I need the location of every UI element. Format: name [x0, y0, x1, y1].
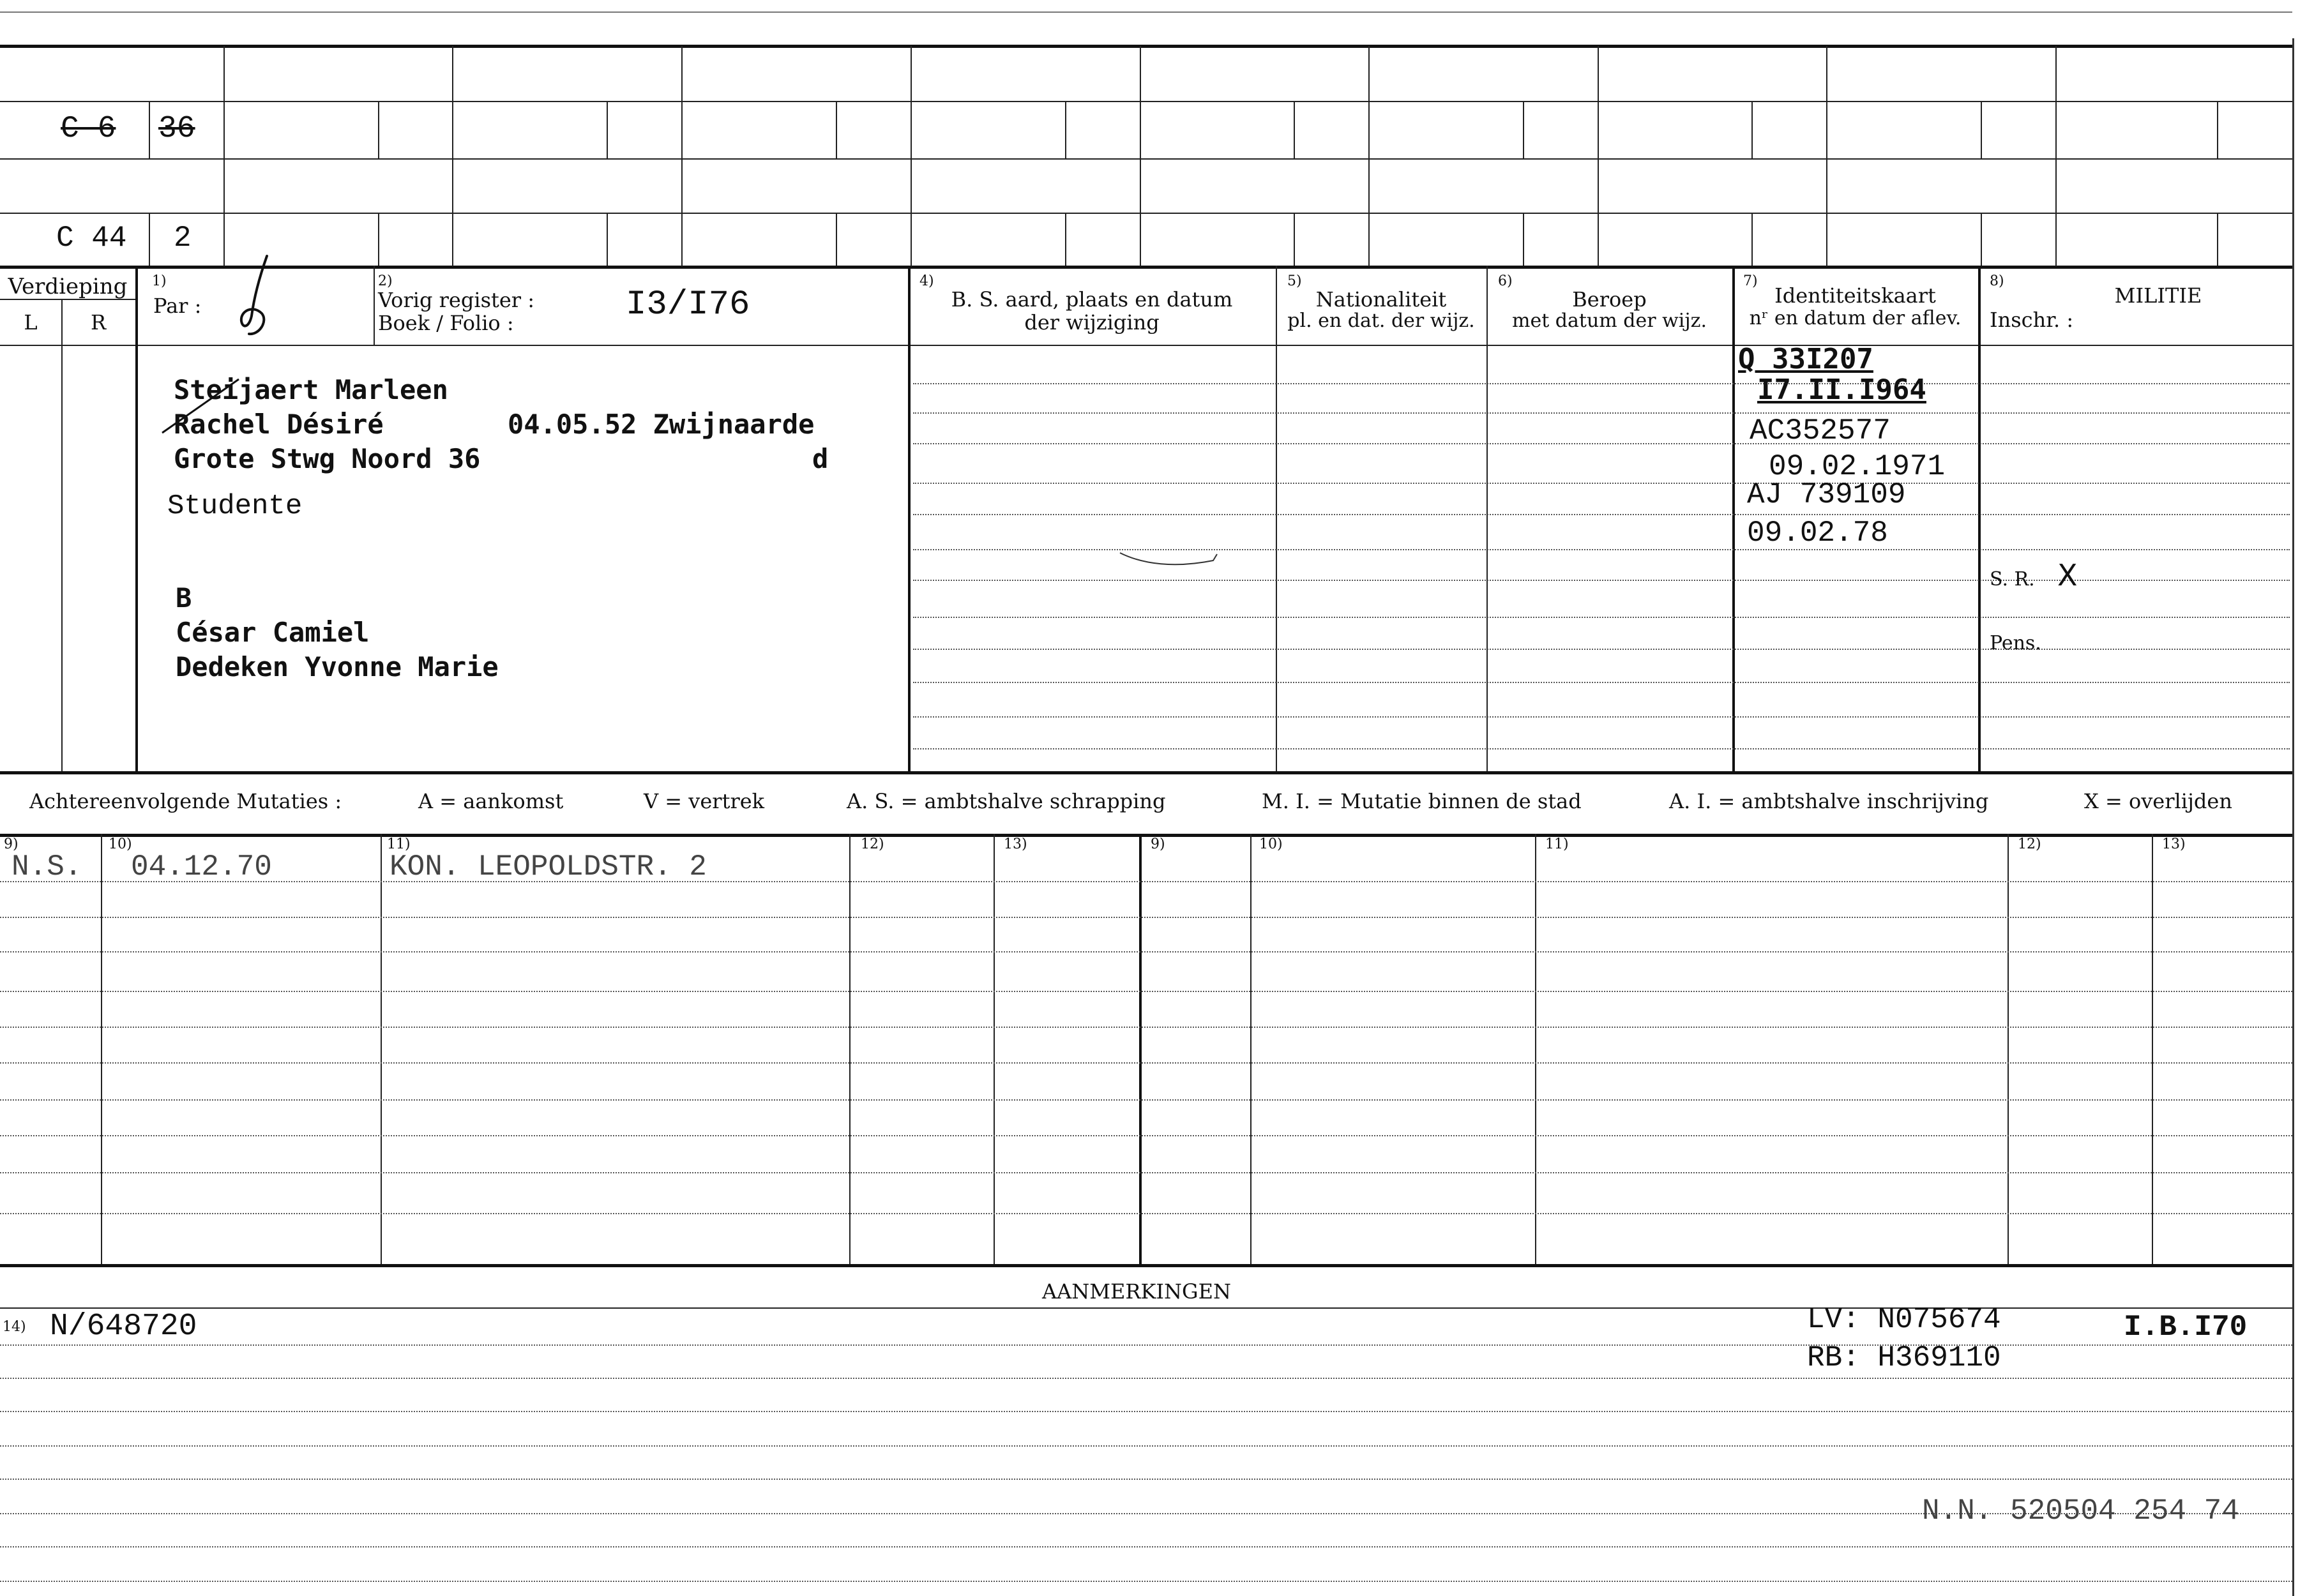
mut-left-col12: 12): [861, 836, 884, 852]
handwritten-par-signature: [236, 252, 281, 348]
col1-number: 1): [152, 273, 167, 289]
floor-R-label: R: [90, 310, 107, 335]
person-father: César Camiel: [176, 617, 370, 648]
person-name: Steijaert Marleen: [174, 374, 448, 405]
col-L-R-divider: [61, 299, 63, 771]
legend-item-V: V = vertrek: [644, 789, 765, 813]
col2-number: 2): [378, 273, 393, 289]
id-card-number-1: Q 33I207: [1738, 343, 1873, 375]
remarks-number: N/648720: [50, 1309, 197, 1344]
id-card-date-1: I7.II.I964: [1757, 373, 1926, 406]
floor-L-label: L: [24, 310, 38, 335]
col8-number: 8): [1990, 273, 2004, 289]
remarks-nn: N.N. 520504 254 74: [1922, 1494, 2239, 1528]
remarks-lv: LV: N075674: [1807, 1303, 2001, 1336]
mutations-bottom-border: [0, 1264, 2292, 1267]
mut-left-col10: 10): [109, 836, 132, 852]
col4-number: 4): [919, 273, 934, 289]
legend-item-X: X = overlijden: [2084, 789, 2232, 813]
beroep-label-2: met datum der wijz.: [1512, 310, 1707, 332]
boek-folio-label: Boek / Folio :: [378, 311, 514, 335]
col-divider-8: [1978, 266, 1981, 771]
id-card-number-3: AJ 739109: [1747, 478, 1906, 511]
person-mother: Dedeken Yvonne Marie: [176, 651, 499, 682]
col-divider-4: [908, 266, 911, 771]
mut-right-col11: 11): [1545, 836, 1569, 852]
top-border: [0, 45, 2292, 48]
mut-left-col11: 11): [387, 836, 411, 852]
legend-item-AS: A. S. = ambtshalve schrapping: [847, 789, 1166, 813]
identiteitskaart-label-2: nʳ en datum der aflev.: [1749, 307, 1962, 329]
mutation-date: 04.12.70: [131, 850, 272, 884]
id-card-date-3: 09.02.78: [1747, 516, 1888, 550]
mutation-address: KON. LEOPOLDSTR. 2: [389, 850, 707, 884]
top-edge: [0, 11, 2292, 13]
col6-number: 6): [1498, 273, 1513, 289]
verdieping-label: Verdieping: [8, 274, 128, 299]
body-bottom-border: [0, 771, 2292, 774]
person-given-names: Rachel Désiré: [174, 409, 384, 440]
nationaliteit-label-2: pl. en dat. der wijz.: [1287, 310, 1475, 332]
col-divider-1: [135, 266, 138, 771]
mutation-code: N.S.: [11, 850, 82, 884]
mut-left-col9: 9): [4, 836, 19, 852]
col-divider-2: [374, 266, 375, 345]
old-register-left: C 6: [61, 112, 116, 146]
bs-label-1: B. S. aard, plaats en datum: [951, 287, 1233, 312]
pens-label: Pens.: [1990, 632, 2041, 654]
col7-number: 7): [1743, 273, 1758, 289]
col-divider-5: [1276, 266, 1277, 771]
remarks-rb: RB: H369110: [1807, 1341, 2001, 1374]
register-left: C 44: [56, 222, 127, 255]
right-edge: [2292, 38, 2294, 1596]
mut-right-col12: 12): [2018, 836, 2041, 852]
sr-mark: X: [2057, 558, 2078, 592]
legend-item-MI: M. I. = Mutatie binnen de stad: [1262, 789, 1582, 813]
person-address: Grote Stwg Noord 36: [174, 443, 481, 474]
mut-left-col13: 13): [1004, 836, 1027, 852]
col-divider-7: [1732, 266, 1735, 771]
legend-item-AI: A. I. = ambtshalve inschrijving: [1669, 789, 1989, 813]
nationaliteit-label-1: Nationaliteit: [1315, 287, 1447, 312]
mut-right-col13: 13): [2162, 836, 2186, 852]
pencil-mark: [1117, 549, 1220, 575]
column-header-bottom: [0, 345, 2292, 346]
identiteitskaart-label-1: Identiteitskaart: [1774, 283, 1936, 308]
inschr-label: Inschr. :: [1990, 308, 2074, 332]
militie-label: MILITIE: [2114, 283, 2202, 308]
bs-label-2: der wijziging: [1024, 310, 1160, 335]
sr-label: S. R.: [1990, 568, 2035, 591]
mutations-top-border: [0, 834, 2292, 837]
id-card-number-2: AC352577: [1750, 414, 1891, 448]
remarks-ib: I.B.I70: [2124, 1311, 2248, 1344]
par-label: Par :: [153, 294, 202, 318]
col-divider-6: [1486, 266, 1488, 771]
mut-right-col9: 9): [1151, 836, 1165, 852]
legend-title: Achtereenvolgende Mutaties :: [29, 789, 342, 813]
legend-item-A: A = aankomst: [418, 789, 564, 813]
remarks-title: AANMERKINGEN: [1042, 1279, 1231, 1304]
remarks-number-label: 14): [3, 1319, 26, 1335]
mut-right-col10: 10): [1259, 836, 1283, 852]
id-card-date-2: 09.02.1971: [1769, 450, 1946, 483]
vorig-register-value: I3/I76: [626, 285, 750, 324]
person-civil-letter: B: [176, 582, 192, 614]
beroep-label-1: Beroep: [1572, 287, 1647, 312]
col5-number: 5): [1287, 273, 1302, 289]
person-sex: d: [812, 443, 829, 474]
person-occupation: Studente: [167, 490, 303, 522]
vorig-register-label: Vorig register :: [378, 288, 535, 312]
old-register-right: 36: [158, 112, 195, 146]
person-birth: 04.05.52 Zwijnaarde: [508, 409, 815, 440]
register-right: 2: [174, 222, 192, 255]
